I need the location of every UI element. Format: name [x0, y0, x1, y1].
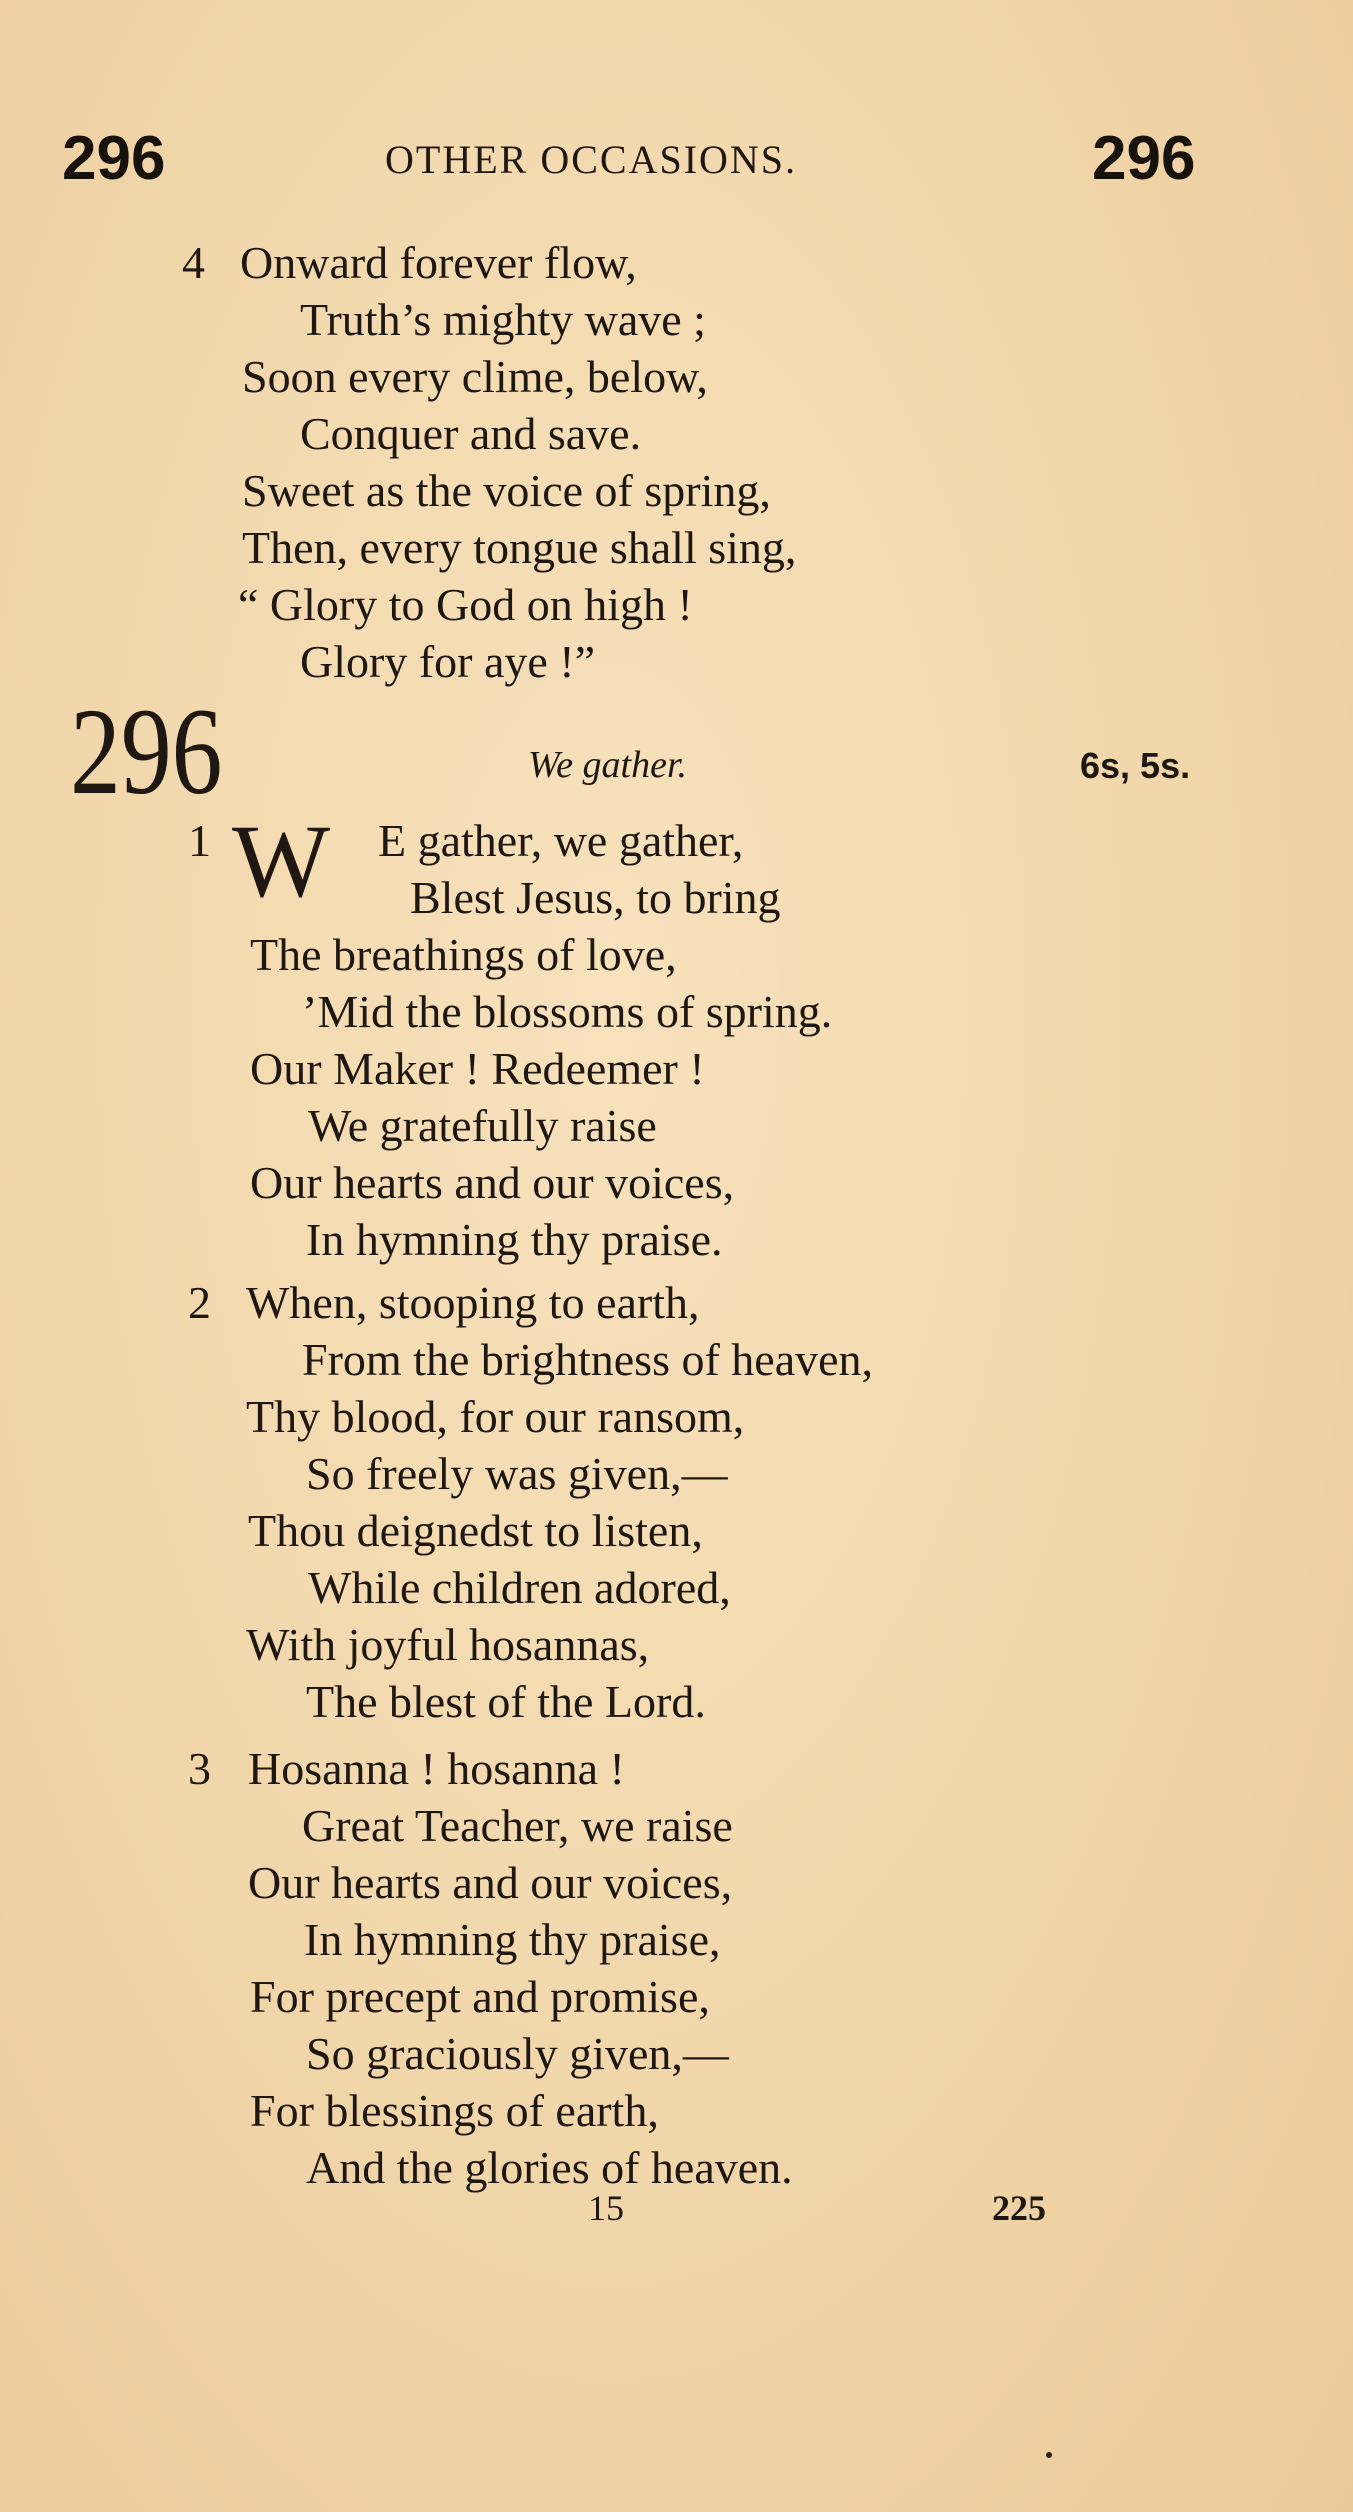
verse-line: Thou deignedst to listen, [248, 1505, 703, 1556]
verse-line: When, stooping to earth, [246, 1277, 700, 1328]
verse-line: Hosanna ! hosanna ! [248, 1743, 625, 1794]
verse-line: Our hearts and our voices, [250, 1157, 735, 1208]
verse-line: With joyful hosannas, [246, 1619, 650, 1670]
drop-cap: W [232, 804, 331, 919]
verse-line: Great Teacher, we raise [302, 1800, 733, 1851]
verse-line: In hymning thy praise, [304, 1914, 721, 1965]
verse-line: Our hearts and our voices, [248, 1857, 733, 1908]
verse-line: Conquer and save. [300, 408, 642, 459]
verse-line: Soon every clime, below, [242, 351, 708, 402]
verse-number: 3 [188, 1743, 211, 1794]
verse-number: 1 [188, 815, 211, 866]
footer-page-number: 225 [992, 2188, 1046, 2228]
verse-line: For blessings of earth, [250, 2085, 659, 2136]
verse-line: ’Mid the blossoms of spring. [302, 986, 833, 1037]
verse-line: Then, every tongue shall sing, [242, 522, 797, 573]
verse-line: Our Maker ! Redeemer ! [250, 1043, 705, 1094]
verse-line: So freely was given,— [306, 1448, 728, 1499]
verse-line: E gather, we gather, [378, 815, 744, 866]
paper-speck [1046, 2452, 1052, 2458]
verse-number: 4 [182, 237, 205, 288]
verse-line: And the glories of heaven. [306, 2142, 793, 2193]
page-number-left: 296 [62, 124, 166, 193]
verse-line: While children adored, [308, 1562, 731, 1613]
verse-line: “ Glory to God on high ! [238, 579, 693, 630]
verse-line: Onward forever flow, [240, 237, 637, 288]
verse-line: The blest of the Lord. [306, 1676, 706, 1727]
verse-line: We gratefully raise [308, 1100, 657, 1151]
signature-mark: 15 [588, 2188, 624, 2228]
verse-line: Truth’s mighty wave ; [300, 294, 706, 345]
verse-line: Sweet as the voice of spring, [242, 465, 771, 516]
hymn-meter: 6s, 5s. [1080, 745, 1191, 786]
verse-number: 2 [188, 1277, 211, 1328]
verse-line: In hymning thy praise. [306, 1214, 723, 1265]
verse-line: So graciously given,— [306, 2028, 729, 2079]
running-title: OTHER OCCASIONS. [385, 137, 798, 182]
hymn-title: We gather. [528, 744, 688, 786]
verse-line: For precept and promise, [250, 1971, 710, 2022]
verse-line: From the brightness of heaven, [302, 1334, 874, 1385]
verse-line: Glory for aye !” [300, 636, 596, 687]
hymn-number: 296 [70, 683, 223, 820]
verse-line: Thy blood, for our ransom, [246, 1391, 745, 1442]
page-number-right: 296 [1092, 124, 1196, 193]
verse-line: Blest Jesus, to bring [410, 872, 781, 923]
verse-line: The breathings of love, [250, 929, 677, 980]
